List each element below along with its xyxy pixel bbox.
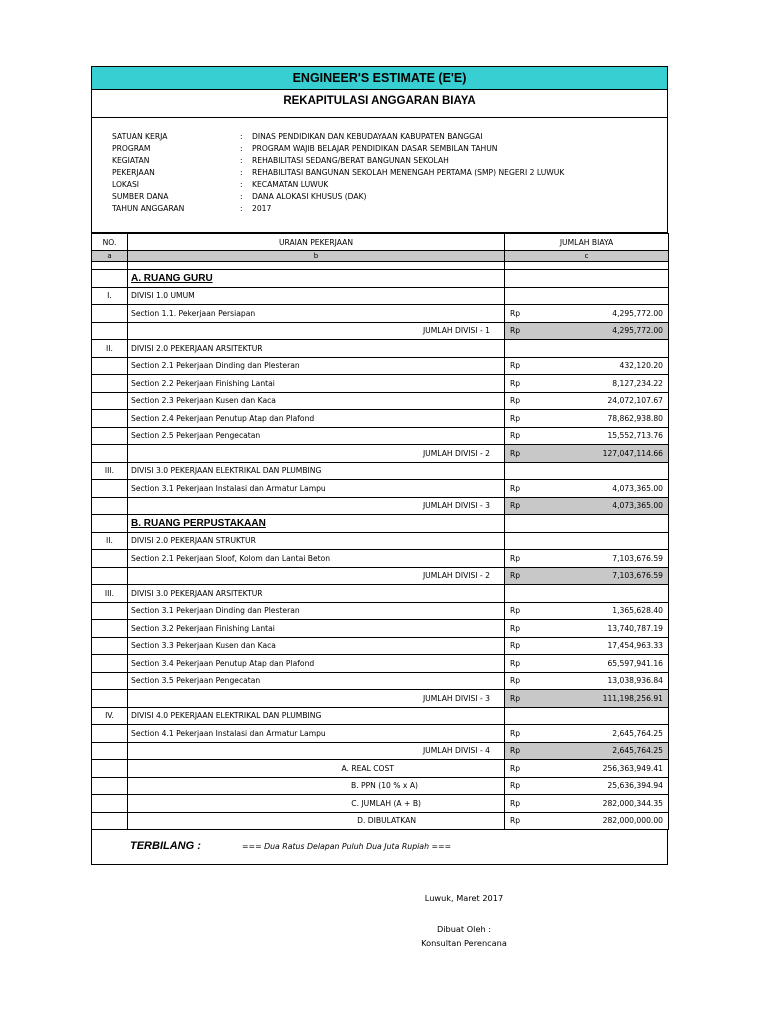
division-row	[92, 532, 669, 550]
info-label: PROGRAM	[112, 144, 151, 153]
total-amount: 282,000,344.35	[602, 798, 663, 808]
section-row	[92, 357, 669, 375]
terbilang-box	[91, 830, 668, 865]
info-label: SUMBER DANA	[112, 192, 169, 201]
section-row	[92, 637, 669, 655]
division-title: DIVISI 4.0 PEKERJAAN ELEKTRIKAL DAN PLUMBING	[128, 707, 505, 725]
section-amount: 7,103,676.59	[612, 553, 663, 563]
place-date: Luwuk, Maret 2017	[424, 893, 504, 903]
currency-label: Rp	[510, 798, 521, 808]
info-colon: :	[240, 204, 243, 213]
section-row	[92, 620, 669, 638]
currency-label: Rp	[510, 623, 521, 633]
currency-label: Rp	[510, 746, 521, 756]
section-label: Section 3.4 Pekerjaan Penutup Atap dan Plafond	[128, 655, 505, 673]
currency-label: Rp	[510, 658, 521, 668]
subtotal-label: JUMLAH DIVISI - 3	[128, 497, 505, 515]
currency-label: Rp	[510, 378, 521, 388]
ruang-perpustakaan-title: B. RUANG PERPUSTAKAAN	[128, 515, 505, 533]
subtotal-label: JUMLAH DIVISI - 3	[128, 690, 505, 708]
info-value: PROGRAM WAJIB BELAJAR PENDIDIKAN DASAR SEMBILAN TAHUN	[252, 144, 498, 153]
ruang-guru-title: A. RUANG GURU	[128, 270, 505, 288]
division-number: I.	[92, 287, 128, 305]
subheader-a: a	[92, 251, 128, 262]
division-title: DIVISI 1.0 UMUM	[128, 287, 505, 305]
section-amount: 1,365,628.40	[612, 606, 663, 616]
section-amount: 432,120.20	[619, 361, 663, 371]
spacer-row	[92, 262, 669, 270]
total-label: A. REAL COST	[128, 760, 505, 778]
division-number: III.	[92, 585, 128, 603]
info-value: KECAMATAN LUWUK	[252, 180, 329, 189]
info-label: LOKASI	[112, 180, 140, 189]
currency-label: Rp	[510, 413, 521, 423]
section-amount: 15,552,713.76	[607, 431, 663, 441]
currency-label: Rp	[510, 641, 521, 651]
subtotal-row	[92, 445, 669, 463]
currency-label: Rp	[510, 816, 521, 826]
subheader-b: b	[128, 251, 505, 262]
subtotal-label: JUMLAH DIVISI - 2	[128, 567, 505, 585]
section-label: Section 3.2 Pekerjaan Finishing Lantai	[128, 620, 505, 638]
section-row	[92, 410, 669, 428]
section-amount: 17,454,963.33	[607, 641, 663, 651]
section-label: Section 3.3 Pekerjaan Kusen dan Kaca	[128, 637, 505, 655]
section-row	[92, 550, 669, 568]
section-amount: 2,645,764.25	[612, 728, 663, 738]
total-row-ppn	[92, 777, 669, 795]
total-amount: 282,000,000.00	[602, 816, 663, 826]
section-amount: 24,072,107.67	[607, 396, 663, 406]
currency-label: Rp	[510, 308, 521, 318]
division-title: DIVISI 2.0 PEKERJAAN ARSITEKTUR	[128, 340, 505, 358]
section-amount: 65,597,941.16	[607, 658, 663, 668]
currency-label: Rp	[510, 431, 521, 441]
division-row	[92, 287, 669, 305]
subtotal-amount: 111,198,256.91	[602, 693, 663, 703]
division-title: DIVISI 2.0 PEKERJAAN STRUKTUR	[128, 532, 505, 550]
section-amount: 4,295,772.00	[612, 308, 663, 318]
currency-label: Rp	[510, 326, 521, 336]
section-label: Section 1.1. Pekerjaan Persiapan	[128, 305, 505, 323]
section-label: Section 3.1 Pekerjaan Dinding dan Plesteran	[128, 602, 505, 620]
currency-label: Rp	[510, 606, 521, 616]
subtotal-label: JUMLAH DIVISI - 4	[128, 742, 505, 760]
info-colon: :	[240, 192, 243, 201]
currency-label: Rp	[510, 396, 521, 406]
section-amount: 13,740,787.19	[607, 623, 663, 633]
section-label: Section 3.1 Pekerjaan Instalasi dan Armatur Lampu	[128, 480, 505, 498]
subtotal-amount: 4,295,772.00	[612, 326, 663, 336]
currency-label: Rp	[510, 728, 521, 738]
info-label: KEGIATAN	[112, 156, 150, 165]
header-no: NO.	[92, 234, 128, 251]
total-row-real-cost	[92, 760, 669, 778]
currency-label: Rp	[510, 361, 521, 371]
section-label: Section 3.5 Pekerjaan Pengecatan	[128, 672, 505, 690]
info-colon: :	[240, 132, 243, 141]
subtotal-row	[92, 567, 669, 585]
section-row	[92, 480, 669, 498]
currency-label: Rp	[510, 571, 521, 581]
header-jumlah: JUMLAH BIAYA	[505, 234, 669, 251]
ruang-heading	[92, 270, 669, 288]
total-row-dibulatkan	[92, 812, 669, 830]
ruang-heading	[92, 515, 669, 533]
info-colon: :	[240, 168, 243, 177]
subtotal-label: JUMLAH DIVISI - 1	[128, 322, 505, 340]
subtotal-row	[92, 322, 669, 340]
table-subheader	[92, 251, 669, 262]
info-value: DANA ALOKASI KHUSUS (DAK)	[252, 192, 367, 201]
section-label: Section 4.1 Pekerjaan Instalasi dan Armatur Lampu	[128, 725, 505, 743]
section-label: Section 2.5 Pekerjaan Pengecatan	[128, 427, 505, 445]
total-label: C. JUMLAH (A + B)	[128, 795, 505, 813]
division-row	[92, 585, 669, 603]
section-label: Section 2.3 Pekerjaan Kusen dan Kaca	[128, 392, 505, 410]
division-row	[92, 340, 669, 358]
total-row-jumlah	[92, 795, 669, 813]
section-row	[92, 392, 669, 410]
section-row	[92, 305, 669, 323]
division-title: DIVISI 3.0 PEKERJAAN ELEKTRIKAL DAN PLUMBING	[128, 462, 505, 480]
info-value: 2017	[252, 204, 272, 213]
subtotal-amount: 4,073,365.00	[612, 501, 663, 511]
section-amount: 78,862,938.80	[607, 413, 663, 423]
division-number: II.	[92, 532, 128, 550]
division-number: IV.	[92, 707, 128, 725]
info-colon: :	[240, 144, 243, 153]
section-amount: 4,073,365.00	[612, 483, 663, 493]
currency-label: Rp	[510, 501, 521, 511]
cost-table	[91, 233, 669, 830]
info-value: REHABILITASI SEDANG/BERAT BANGUNAN SEKOLAH	[252, 156, 449, 165]
currency-label: Rp	[510, 693, 521, 703]
currency-label: Rp	[510, 763, 521, 773]
info-colon: :	[240, 180, 243, 189]
subtotal-amount: 2,645,764.25	[612, 746, 663, 756]
currency-label: Rp	[510, 483, 521, 493]
table-header	[92, 234, 669, 251]
info-label: SATUAN KERJA	[112, 132, 168, 141]
subtotal-amount: 7,103,676.59	[612, 571, 663, 581]
section-row	[92, 655, 669, 673]
division-title: DIVISI 3.0 PEKERJAAN ARSITEKTUR	[128, 585, 505, 603]
info-label: PEKERJAAN	[112, 168, 155, 177]
subtotal-row	[92, 742, 669, 760]
konsultan-perencana: Konsultan Perencana	[421, 938, 507, 948]
project-info	[91, 118, 668, 233]
terbilang-label: TERBILANG :	[130, 840, 201, 852]
division-number: III.	[92, 462, 128, 480]
terbilang-text: === Dua Ratus Delapan Puluh Dua Juta Rupiah ===	[242, 842, 452, 851]
subtotal-row	[92, 690, 669, 708]
subtotal-label: JUMLAH DIVISI - 2	[128, 445, 505, 463]
section-row	[92, 602, 669, 620]
currency-label: Rp	[510, 676, 521, 686]
section-label: Section 2.4 Pekerjaan Penutup Atap dan Plafond	[128, 410, 505, 428]
section-row	[92, 375, 669, 393]
info-value: REHABILITASI BANGUNAN SEKOLAH MENENGAH PERTAMA (SMP) NEGERI 2 LUWUK	[252, 168, 565, 177]
subheader-c: c	[505, 251, 669, 262]
section-row	[92, 725, 669, 743]
total-label: B. PPN (10 % x A)	[128, 777, 505, 795]
estimate-sheet	[91, 66, 668, 865]
subtotal-amount: 127,047,114.66	[602, 448, 663, 458]
section-label: Section 2.1 Pekerjaan Sloof, Kolom dan Lantai Beton	[128, 550, 505, 568]
info-colon: :	[240, 156, 243, 165]
section-amount: 13,038,936.84	[607, 676, 663, 686]
section-label: Section 2.2 Pekerjaan Finishing Lantai	[128, 375, 505, 393]
currency-label: Rp	[510, 781, 521, 791]
section-row	[92, 672, 669, 690]
dibuat-oleh: Dibuat Oleh :	[436, 924, 492, 934]
total-label: D. DIBULATKAN	[128, 812, 505, 830]
total-amount: 256,363,949.41	[602, 763, 663, 773]
division-row	[92, 462, 669, 480]
header-uraian: URAIAN PEKERJAAN	[128, 234, 505, 251]
currency-label: Rp	[510, 553, 521, 563]
section-label: Section 2.1 Pekerjaan Dinding dan Plesteran	[128, 357, 505, 375]
division-row	[92, 707, 669, 725]
subtotal-row	[92, 497, 669, 515]
section-amount: 8,127,234.22	[612, 378, 663, 388]
total-amount: 25,636,394.94	[607, 781, 663, 791]
document-title: ENGINEER'S ESTIMATE (E'E)	[91, 66, 668, 90]
currency-label: Rp	[510, 448, 521, 458]
division-number: II.	[92, 340, 128, 358]
info-label: TAHUN ANGGARAN	[112, 204, 185, 213]
info-value: DINAS PENDIDIKAN DAN KEBUDAYAAN KABUPATEN BANGGAI	[252, 132, 483, 141]
section-row	[92, 427, 669, 445]
document-subtitle: REKAPITULASI ANGGARAN BIAYA	[91, 90, 668, 118]
